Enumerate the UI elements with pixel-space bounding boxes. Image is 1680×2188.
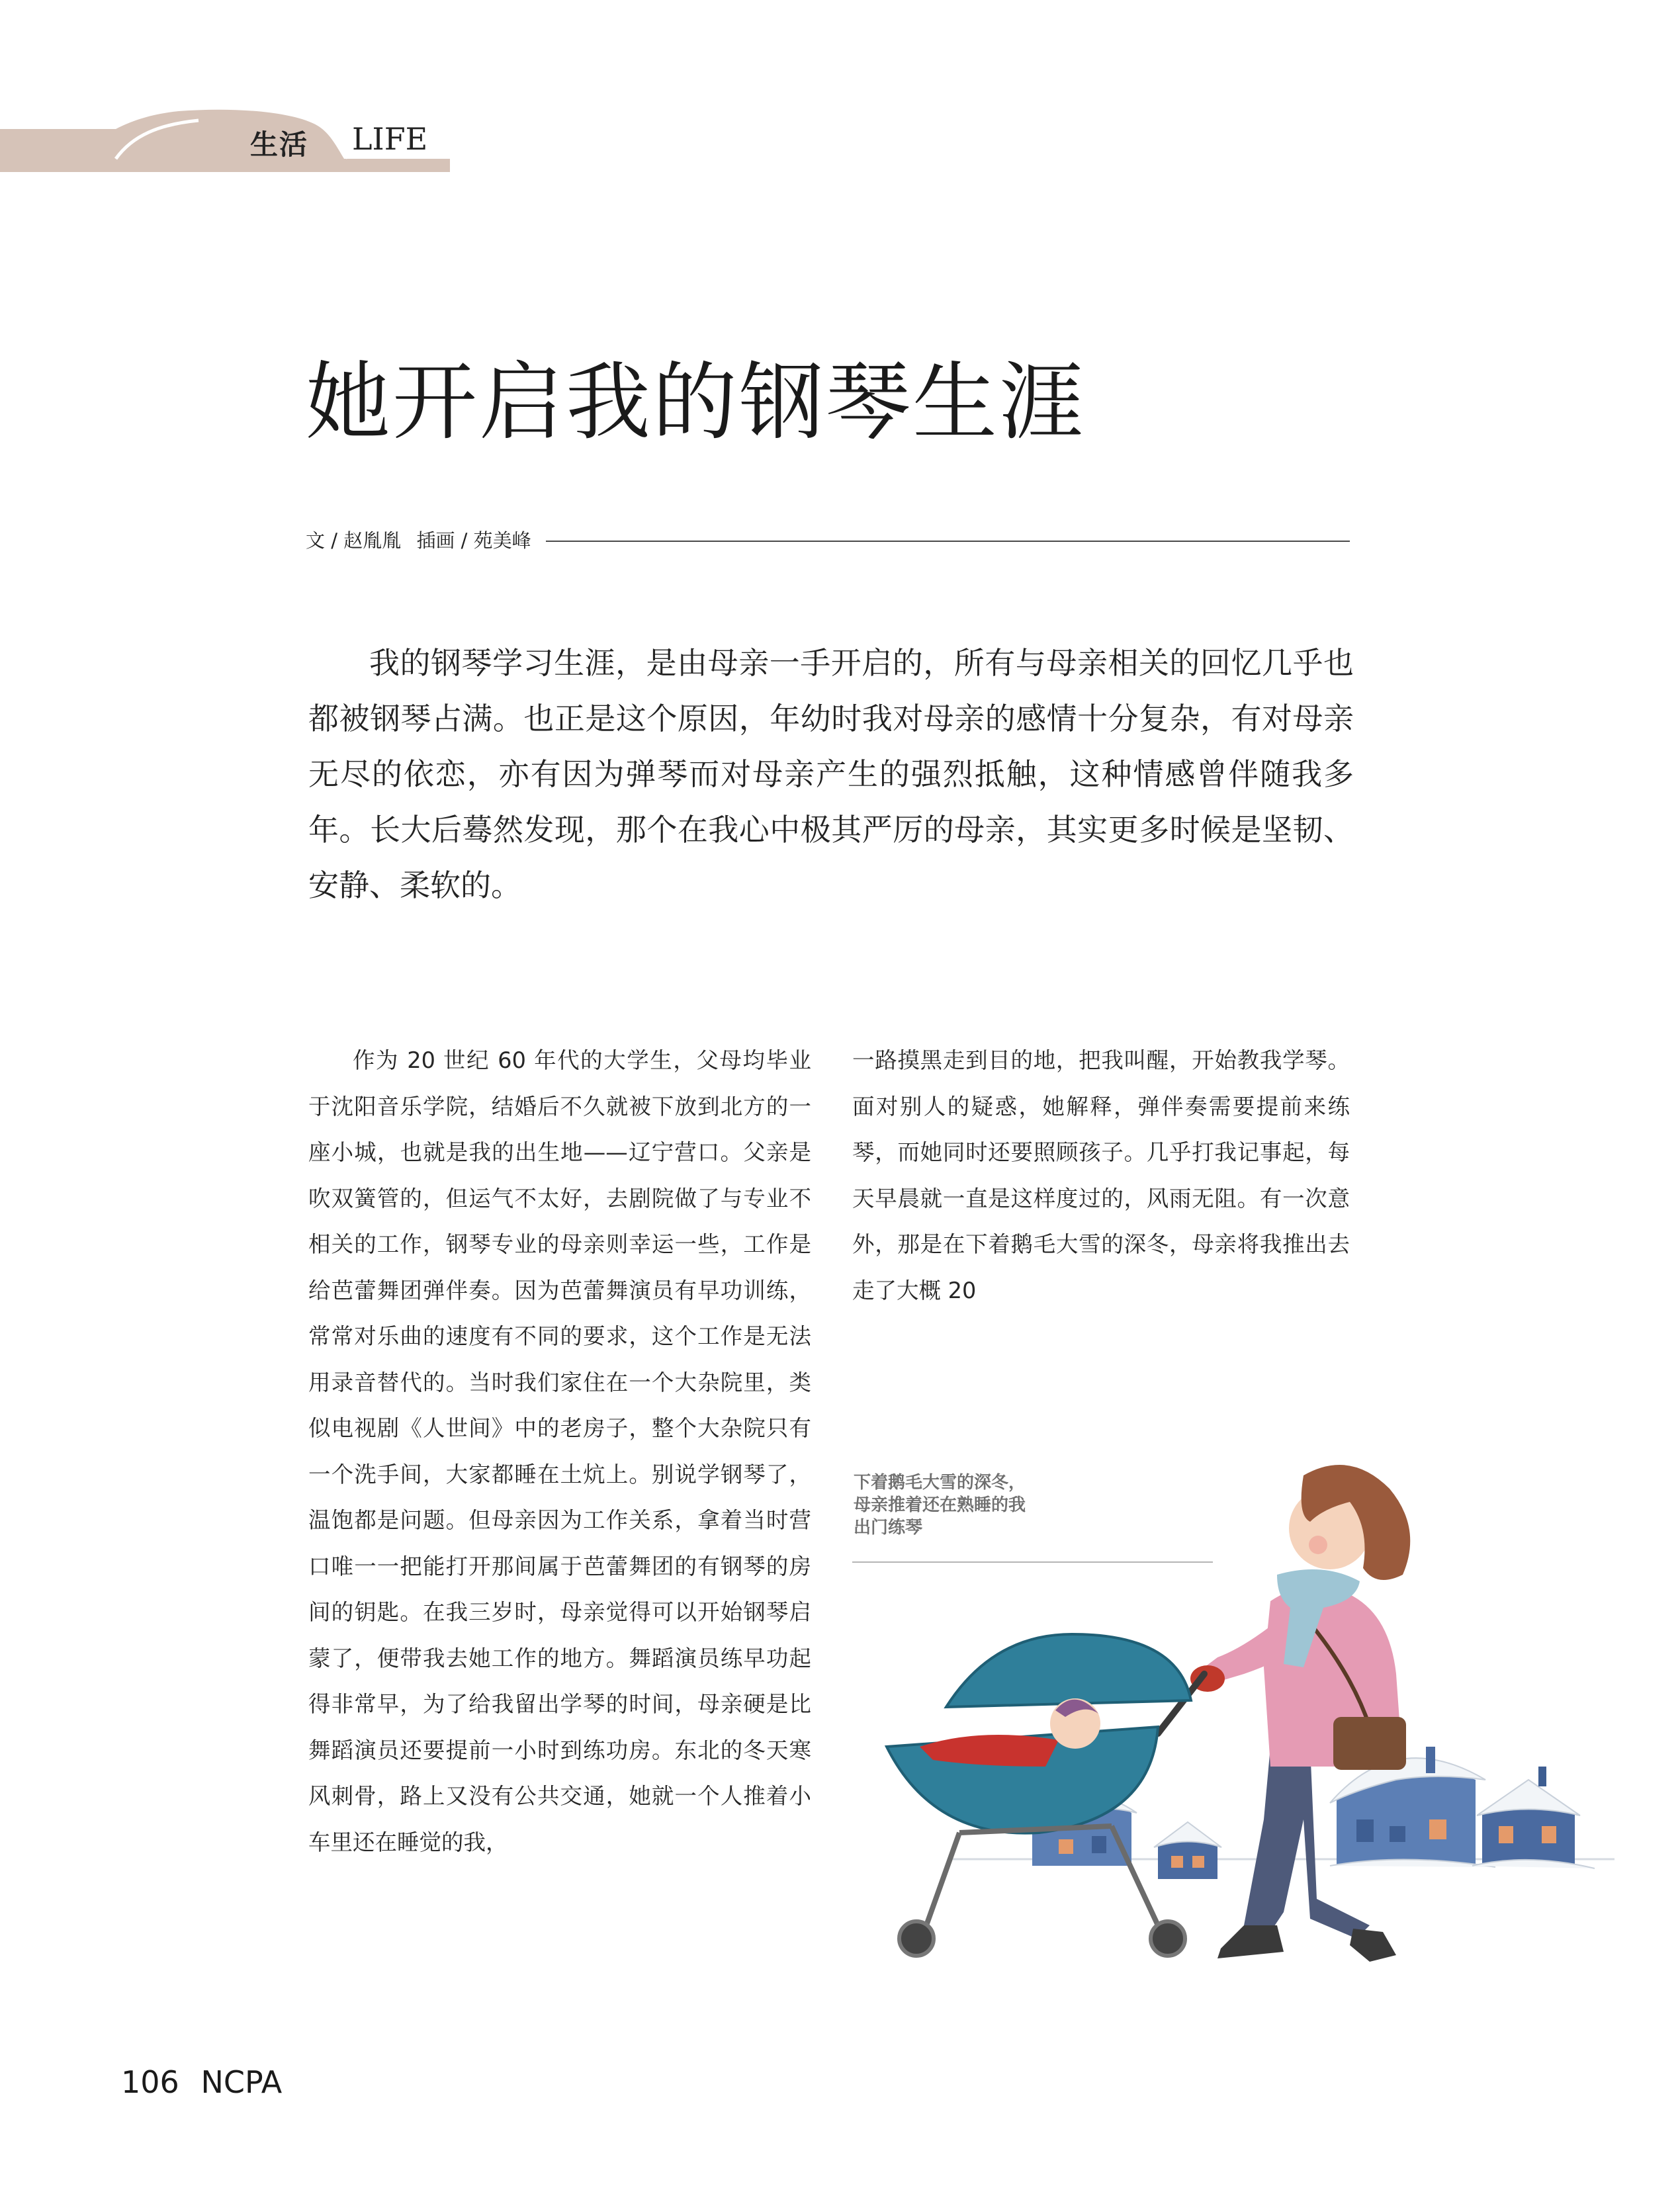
byline [306, 526, 541, 553]
stroller [887, 1634, 1204, 1956]
article-title: 她开启我的钢琴生涯 [306, 353, 1086, 452]
caption-line: 出门练琴 [854, 1518, 923, 1538]
page-number: 106 [121, 2064, 179, 2100]
page-folio [121, 2064, 282, 2100]
magazine-name: NCPA [200, 2064, 283, 2100]
byline-illustrator: 插画 / 苑美峰 [416, 529, 531, 552]
stroller-wheel-right [1151, 1921, 1185, 1956]
section-label: 生活 [250, 128, 309, 161]
caption-line: 母亲推着还在熟睡的我 [854, 1495, 1026, 1515]
mother-figure [1190, 1465, 1410, 1962]
stroller-hood [946, 1634, 1191, 1707]
body-column-right: 一路摸黑走到目的地，把我叫醒，开始教我学琴。面对别人的疑惑，她解释，弹伴奏需要提前来练琴，而她同时还要照顾孩子。几乎打我记事起，每天早晨就一直是这样度过的，风雨无阻。有一次意外，那是在下着鹅毛大雪的深冬，母亲将我推出去走了大概 20 [852, 1047, 1350, 1303]
illustration-caption [854, 1471, 1092, 1539]
byline-writer: 文 / 赵胤胤 [306, 529, 402, 552]
stroller-wheel-left [899, 1921, 934, 1956]
mother-bag [1333, 1717, 1406, 1770]
body-column-left: 作为 20 世纪 60 年代的大学生，父母均毕业于沈阳音乐学院，结婚后不久就被下放到北方的一座小城，也就是我的出生地——辽宁营口。父亲是吹双簧管的，但运气不太好，去剧院做了与专业不相关的工作，钢琴专业的母亲则幸运一些，工作是给芭蕾舞团弹伴奏。因为芭蕾舞演员有早功训练，常常对乐曲的速度有不同的要求，这个工作是无法用录音替代的。当时我们家住在一个大杂院里，类似电视剧《人世间》中的老房子，整个大杂院只有一个洗手间，大家都睡在土炕上。别说学钢琴了，温饱都是问题。但母亲因为工作关系，拿着当时营口唯一一把能打开那间属于芭蕾舞团的有钢琴的房间的钥匙。在我三岁时，母亲觉得可以开始钢琴启蒙了，便带我去她工作的地方。舞蹈演员练早功起得非常早，为了给我留出学琴的时间，母亲硬是比舞蹈演员还要提前一小时到练功房。东北的冬天寒风刺骨，路上又没有公共交通，她就一个人推着小车里还在睡觉的我， [308, 1047, 811, 1855]
caption-rule [852, 1561, 1213, 1563]
section-label-english: LIFE [352, 121, 428, 157]
illustration-mother-stroller [847, 1356, 1614, 1978]
lead-paragraph: 我的钢琴学习生涯，是由母亲一手开启的，所有与母亲相关的回忆几乎也都被钢琴占满。也正是这个原因，年幼时我对母亲的感情十分复杂，有对母亲无尽的依恋，亦有因为弹琴而对母亲产生的强烈抵触，这种情感曾伴随我多年。长大后蓦然发现，那个在我心中极其严厉的母亲，其实更多时候是坚韧、安静、柔软的。 [308, 645, 1354, 903]
mother-boot-right [1350, 1929, 1396, 1962]
house-right-small [1472, 1767, 1595, 1868]
mother-boot-left [1217, 1925, 1284, 1958]
house-small [1154, 1822, 1221, 1879]
mother-cheek [1309, 1536, 1327, 1554]
byline-rule [546, 541, 1350, 542]
caption-line: 下着鹅毛大雪的深冬， [854, 1473, 1026, 1493]
